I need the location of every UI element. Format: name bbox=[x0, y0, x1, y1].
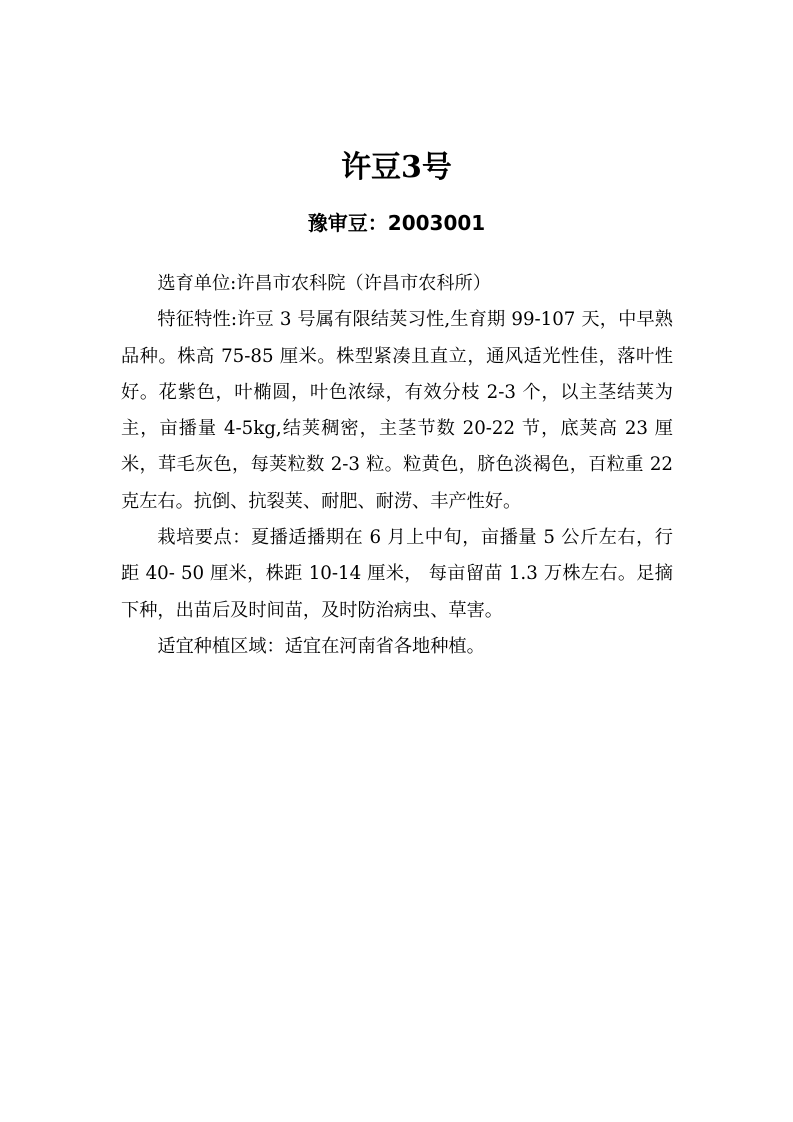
document-title: 许豆3号 bbox=[341, 150, 452, 185]
paragraph-cultivation-points: 栽培要点：夏播适播期在 6 月上中旬，亩播量 5 公斤左右，行距 40- 50 厘米，株距 10-14 厘米， 每亩留苗 1.3 万株左右。足摘下种，出苗后及时间苗，及时防治病虫、草害。 bbox=[121, 527, 673, 621]
paragraph-characteristics: 特征特性:许豆 3 号属有限结荚习性,生育期 99-107 天，中早熟品种。株高 75-85 厘米。株型紧凑且直立，通风适光性佳，落叶性好。花紫色，叶椭圆，叶色浓绿，有效分枝 2-3 个，以主茎结荚为主，亩播量 4-5kg,结荚稠密，主茎节数 20-22 节，底荚高 23 厘米，茸毛灰色，每荚粒数 2-3 粒。粒黄色，脐色淡褐色，百粒重 22 克左右。抗倒、抗裂荚、耐肥、耐涝、丰产性好。 bbox=[121, 309, 673, 512]
paragraph-suitable-region: 适宜种植区域：适宜在河南省各地种植。 bbox=[157, 635, 485, 657]
document-body bbox=[121, 266, 673, 665]
approval-number: 豫审豆：2003001 bbox=[307, 211, 486, 235]
paragraph-breeding-unit: 选育单位:许昌市农科院（许昌市农科所） bbox=[157, 273, 491, 294]
